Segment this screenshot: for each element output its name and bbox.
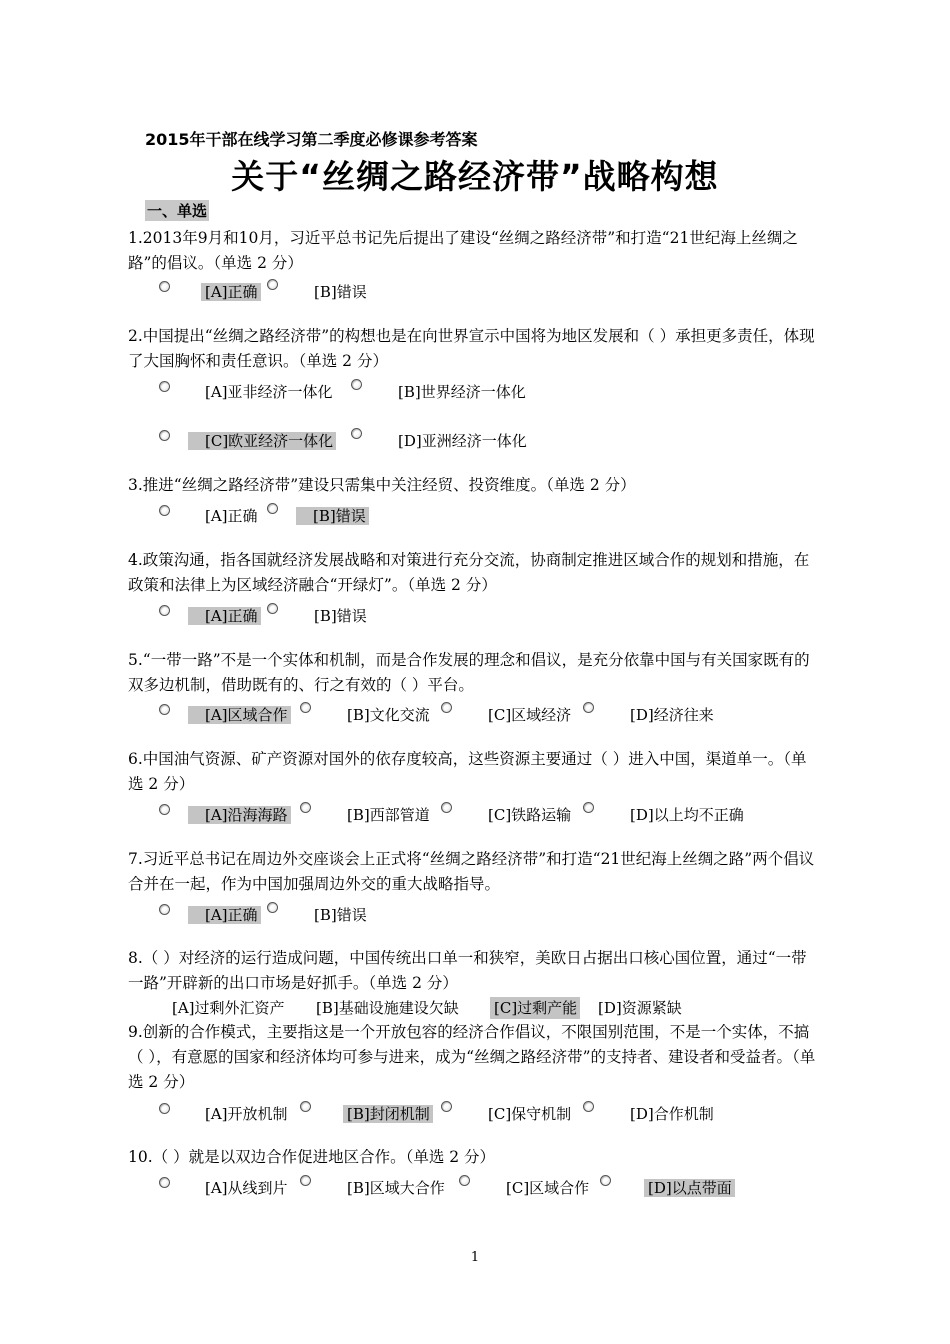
option-q10-c[interactable]: [C]区域合作 [506,1179,590,1197]
radio-q4-b[interactable] [267,603,278,614]
question-4-options [0,603,950,629]
option-q8-d[interactable]: [D]资源紧缺 [598,999,682,1017]
question-3-text: 3.推进“丝绸之路经济带”建设只需集中关注经贸、投资维度。（单选 2 分） [128,476,636,494]
option-q8-a[interactable]: [A]过剩外汇资产 [172,999,285,1017]
option-q5-a[interactable]: [A]区域合作 [188,706,291,724]
radio-q3-b[interactable] [267,503,278,514]
radio-q4-a[interactable] [159,605,170,616]
question-2-options-row1 [0,379,950,405]
option-q5-b[interactable]: [B]文化交流 [347,706,430,724]
question-7-text: 7.习近平总书记在周边外交座谈会上正式将“丝绸之路经济带”和打造“21世纪海上丝绸之路”两个倡议合并在一起，作为中国加强周边外交的重大战略指导。 [128,850,815,893]
option-q4-b[interactable]: [B]错误 [314,607,367,625]
question-4-text: 4.政策沟通，指各国就经济发展战略和对策进行充分交流，协商制定推进区域合作的规划和措施，在政策和法律上为区域经济融合“开绿灯”。（单选 2 分） [128,551,810,594]
option-q4-a[interactable]: [A]正确 [188,607,261,625]
option-q6-a[interactable]: [A]沿海海路 [188,806,291,824]
option-q5-d[interactable]: [D]经济往来 [630,706,714,724]
option-q2-b[interactable]: [B]世界经济一体化 [398,383,526,401]
option-q7-b[interactable]: [B]错误 [314,906,367,924]
radio-q10-c[interactable] [459,1175,470,1186]
radio-q2-c[interactable] [159,430,170,441]
option-q10-a[interactable]: [A]从线到片 [205,1179,288,1197]
radio-q5-d[interactable] [583,702,594,713]
question-9-options [0,1101,950,1127]
radio-q6-a[interactable] [159,804,170,815]
option-q6-c[interactable]: [C]铁路运输 [488,806,572,824]
question-5-text: 5.“一带一路”不是一个实体和机制，而是合作发展的理念和倡议，是充分依靠中国与有关国家既有的双多边机制，借助既有的、行之有效的（ ）平台。 [128,651,810,694]
question-1-options [0,279,950,305]
option-q9-d[interactable]: [D]合作机制 [630,1105,714,1123]
question-6-text: 6.中国油气资源、矿产资源对国外的依存度较高，这些资源主要通过（ ）进入中国，渠道单一。（单选 2 分） [128,750,807,793]
radio-q6-b[interactable] [300,802,311,813]
question-9-text: 9.创新的合作模式，主要指这是一个开放包容的经济合作倡议，不限国别范围，不是一个实体，不搞（ ），有意愿的国家和经济体均可参与进来，成为“丝绸之路经济带”的支持者、建设者和受益者。（单选 2 分） [128,1023,816,1091]
radio-q6-d[interactable] [583,802,594,813]
radio-q9-c[interactable] [441,1101,452,1112]
radio-q9-b[interactable] [300,1101,311,1112]
page-number: 1 [470,1250,480,1265]
radio-q7-a[interactable] [159,904,170,915]
question-5-options [0,702,950,728]
option-q9-a[interactable]: [A]开放机制 [205,1105,288,1123]
radio-q1-a[interactable] [159,281,170,292]
option-q2-a[interactable]: [A]亚非经济一体化 [205,383,333,401]
radio-q5-c[interactable] [441,702,452,713]
radio-q3-a[interactable] [159,505,170,516]
document-title: 关于“丝绸之路经济带”战略构想 [231,157,719,196]
question-10-text: 10.（ ）就是以双边合作促进地区合作。（单选 2 分） [128,1148,496,1166]
question-2-options-row2 [0,428,950,454]
radio-q5-b[interactable] [300,702,311,713]
question-3-options [0,503,950,529]
radio-q6-c[interactable] [441,802,452,813]
question-1-text: 1.2013年9月和10月，习近平总书记先后提出了建设“丝绸之路经济带”和打造“21世纪海上丝绸之路”的倡议。（单选 2 分） [128,229,798,272]
option-q6-d[interactable]: [D]以上均不正确 [630,806,744,824]
radio-q7-b[interactable] [267,902,278,913]
option-q10-d[interactable]: [D]以点带面 [644,1179,735,1197]
question-7-options [0,902,950,928]
radio-q5-a[interactable] [159,704,170,715]
section-heading: 一、单选 [147,202,208,220]
option-q8-b[interactable]: [B]基础设施建设欠缺 [316,999,459,1017]
option-q8-c[interactable]: [C]过剩产能 [490,997,580,1019]
option-q9-c[interactable]: [C]保守机制 [488,1105,572,1123]
question-8-text: 8.（ ）对经济的运行造成问题，中国传统出口单一和狭窄，美欧日占据出口核心国位置，通过“一带一路”开辟新的出口市场是好抓手。（单选 2 分） [128,949,807,992]
option-q7-a[interactable]: [A]正确 [188,906,261,924]
option-q2-c[interactable]: [C]欧亚经济一体化 [188,432,336,450]
radio-q9-d[interactable] [583,1101,594,1112]
option-q1-b[interactable]: [B]错误 [314,283,367,301]
radio-q2-d[interactable] [351,428,362,439]
question-6-options [0,802,950,828]
radio-q1-b[interactable] [267,279,278,290]
question-10-options [0,1175,950,1201]
radio-q10-b[interactable] [300,1175,311,1186]
option-q9-b[interactable]: [B]封闭机制 [343,1105,433,1123]
option-q10-b[interactable]: [B]区域大合作 [347,1179,445,1197]
radio-q10-d[interactable] [600,1175,611,1186]
option-q3-b[interactable]: [B]错误 [296,507,369,525]
option-q5-c[interactable]: [C]区域经济 [488,706,572,724]
radio-q9-a[interactable] [159,1103,170,1114]
question-2-text: 2.中国提出“丝绸之路经济带”的构想也是在向世界宣示中国将为地区发展和（ ）承担更多责任，体现了大国胸怀和责任意识。（单选 2 分） [128,327,815,370]
option-q2-d[interactable]: [D]亚洲经济一体化 [398,432,527,450]
radio-q2-a[interactable] [159,381,170,392]
option-q1-a[interactable]: [A]正确 [201,283,261,301]
document-header: 2015年干部在线学习第二季度必修课参考答案 [145,130,478,149]
option-q6-b[interactable]: [B]西部管道 [347,806,430,824]
radio-q2-b[interactable] [351,379,362,390]
option-q3-a[interactable]: [A]正确 [205,507,258,525]
radio-q10-a[interactable] [159,1177,170,1188]
